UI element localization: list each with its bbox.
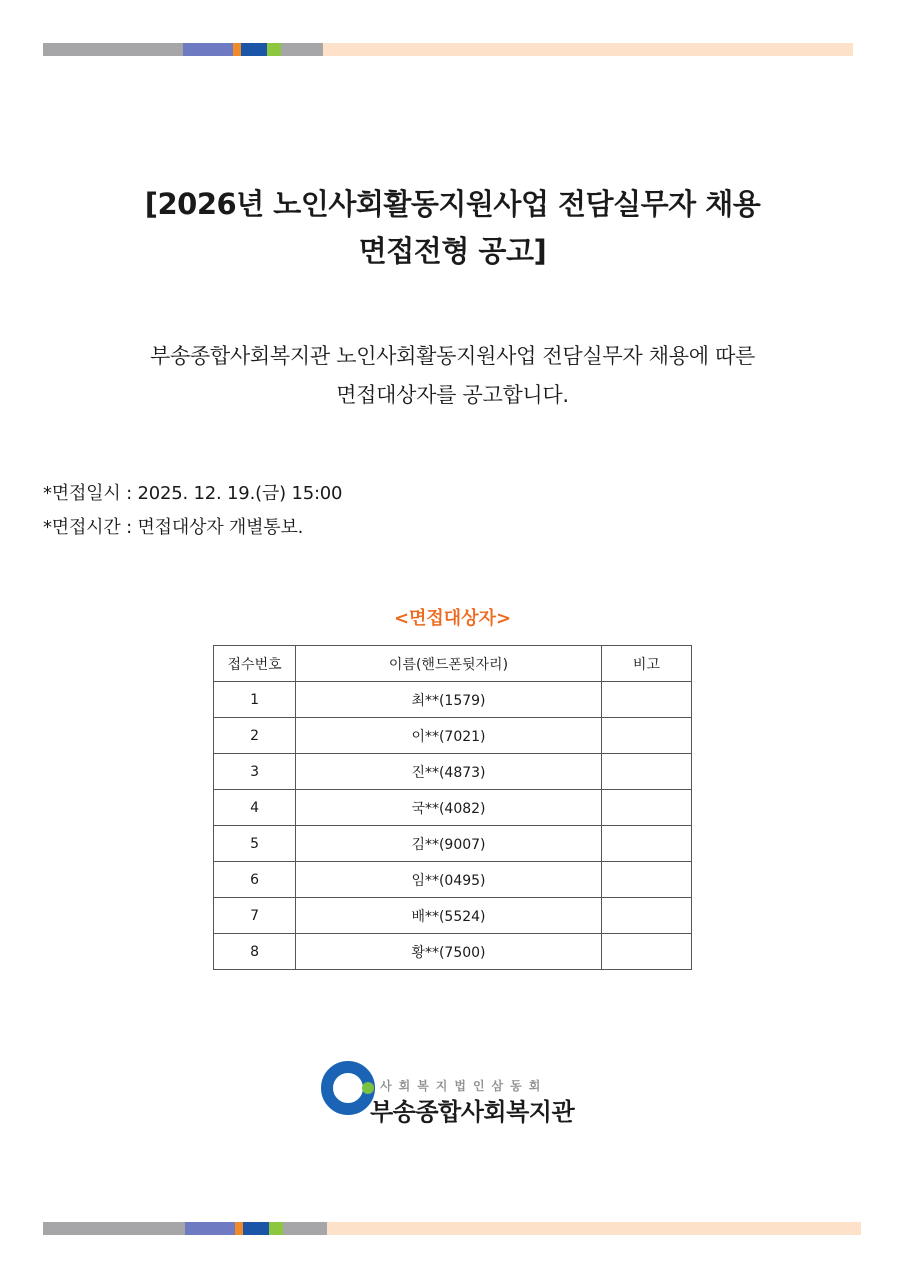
cell-number: 4	[214, 790, 296, 826]
bar-segment-blue	[243, 1222, 269, 1235]
bar-segment-gray-2	[281, 43, 323, 56]
interview-time: *면접시간 : 면접대상자 개별통보.	[43, 517, 304, 538]
cell-note	[601, 934, 691, 970]
cell-name: 임**(0495)	[296, 862, 602, 898]
table-row	[214, 862, 692, 898]
organization-logo	[318, 1058, 598, 1130]
cell-number: 1	[214, 682, 296, 718]
header-note: 비고	[601, 646, 691, 682]
cell-name: 이**(7021)	[296, 718, 602, 754]
table-row	[214, 790, 692, 826]
bar-segment-gray	[43, 1222, 185, 1235]
table-row	[214, 754, 692, 790]
bar-segment-orange	[235, 1222, 243, 1235]
cell-name: 배**(5524)	[296, 898, 602, 934]
bar-segment-orange	[233, 43, 241, 56]
logo-subtitle: 사회복지법인삼동회	[380, 1079, 548, 1093]
cell-note	[601, 790, 691, 826]
page-title-line-1: [2026년 노인사회활동지원사업 전담실무자 채용	[144, 187, 761, 221]
cell-note	[601, 718, 691, 754]
candidates-table	[213, 645, 692, 970]
cell-note	[601, 862, 691, 898]
cell-number: 2	[214, 718, 296, 754]
bottom-decorative-bar	[43, 1222, 861, 1235]
interview-date: *면접일시 : 2025. 12. 19.(금) 15:00	[43, 483, 343, 504]
header-receipt-number: 접수번호	[214, 646, 296, 682]
cell-number: 5	[214, 826, 296, 862]
cell-note	[601, 898, 691, 934]
cell-number: 6	[214, 862, 296, 898]
cell-note	[601, 826, 691, 862]
table-row	[214, 826, 692, 862]
logo-green-dot	[362, 1082, 374, 1094]
cell-name: 최**(1579)	[296, 682, 602, 718]
candidates-heading: <면접대상자>	[393, 608, 512, 629]
bar-segment-purple	[185, 1222, 235, 1235]
cell-note	[601, 682, 691, 718]
table-row	[214, 682, 692, 718]
cell-number: 3	[214, 754, 296, 790]
bar-segment-purple	[183, 43, 233, 56]
intro-line-2: 면접대상자를 공고합니다.	[336, 383, 569, 407]
page-title-line-2: 면접전형 공고]	[358, 234, 547, 268]
bar-segment-blue	[241, 43, 267, 56]
table-header-row	[214, 646, 692, 682]
top-decorative-bar	[43, 43, 853, 56]
table-row	[214, 898, 692, 934]
cell-name: 김**(9007)	[296, 826, 602, 862]
bar-segment-gray-2	[283, 1222, 327, 1235]
bar-segment-gray	[43, 43, 183, 56]
table-row	[214, 718, 692, 754]
cell-name: 진**(4873)	[296, 754, 602, 790]
bar-segment-peach	[323, 43, 853, 56]
cell-number: 7	[214, 898, 296, 934]
table-row	[214, 934, 692, 970]
bar-segment-green	[269, 1222, 283, 1235]
bar-segment-green	[267, 43, 281, 56]
logo-name: 부송종합사회복지관	[370, 1098, 575, 1126]
header-name: 이름(핸드폰뒷자리)	[296, 646, 602, 682]
bar-segment-peach	[327, 1222, 861, 1235]
cell-number: 8	[214, 934, 296, 970]
intro-line-1: 부송종합사회복지관 노인사회활동지원사업 전담실무자 채용에 따른	[149, 344, 756, 368]
cell-note	[601, 754, 691, 790]
cell-name: 국**(4082)	[296, 790, 602, 826]
cell-name: 황**(7500)	[296, 934, 602, 970]
